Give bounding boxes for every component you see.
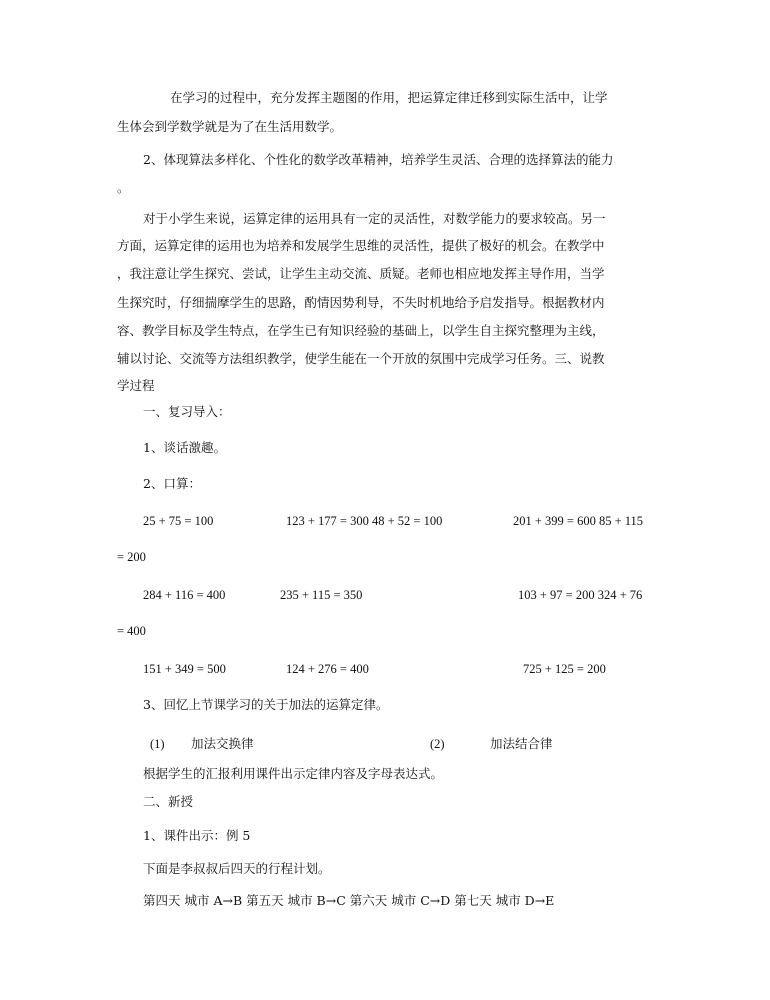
calc-row2-a: 284 + 116 = 400 (143, 588, 226, 602)
section2-heading: 二、新授 (143, 794, 194, 809)
para2-line1: 2、体现算法多样化、个性化的数学改革精神，培养学生灵活、合理的选择算法的能力 (143, 152, 614, 167)
law1-number: (1) (150, 737, 165, 751)
section2-desc: 下面是李叔叔后四天的行程计划。 (143, 861, 331, 876)
para3-line2: 方面，运算定律的运用也为培养和发展学生思维的灵活性，提供了极好的机会。在教学中 (117, 238, 605, 253)
calc-row1-d: = 200 (117, 550, 146, 564)
section1-heading: 一、复习导入： (143, 404, 231, 419)
travel-plan: 第四天 城市 A→B 第五天 城市 B→C 第六天 城市 C→D 第七天 城市 D→E (143, 893, 555, 908)
para3-line1: 对于小学生来说，运算定律的运用具有一定的灵活性，对数学能力的要求较高。另一 (143, 211, 606, 226)
section1-item2: 2、口算： (143, 476, 201, 491)
law2-number: (2) (430, 737, 445, 751)
para3-line6: 辅以讨论、交流等方法组织教学，使学生能在一个开放的氛围中完成学习任务。三、说教 (117, 351, 605, 366)
calc-row2-c: 103 + 97 = 200 324 + 76 (518, 588, 643, 602)
section1-item1: 1、谈话激趣。 (143, 440, 226, 455)
section1-item3: 3、回忆上节课学习的关于加法的运算定律。 (143, 697, 389, 712)
section2-item1: 1、课件出示：例 5 (143, 828, 251, 843)
law-note: 根据学生的汇报利用课件出示定律内容及字母表达式。 (143, 766, 444, 781)
para3-line5: 容、教学目标及学生特点，在学生已有知识经验的基础上，以学生自主探究整理为主线， (117, 323, 605, 338)
calc-row3-c: 725 + 125 = 200 (523, 662, 606, 676)
para1-line1: 在学习的过程中，充分发挥主题图的作用，把运算定律迁移到实际生活中，让学 (170, 90, 608, 105)
calc-row2-b: 235 + 115 = 350 (280, 588, 363, 602)
para1-line2: 生体会到学数学就是为了在生活用数学。 (117, 119, 343, 134)
calc-row3-b: 124 + 276 = 400 (286, 662, 369, 676)
calc-row1-b: 123 + 177 = 300 48 + 52 = 100 (286, 514, 443, 528)
para3-line3: ，我注意让学生探究、尝试，让学生主动交流、质疑。老师也相应地发挥主导作用，当学 (117, 266, 605, 281)
para2-line2: 。 (117, 180, 130, 195)
para3-line4: 生探究时，仔细揣摩学生的思路，酌情因势利导，不失时机地给予启发指导。根据教材内 (117, 295, 605, 310)
calc-row2-d: = 400 (117, 624, 146, 638)
para3-line7: 学过程 (117, 378, 155, 393)
law1-label: 加法交换律 (191, 736, 254, 751)
law2-label: 加法结合律 (490, 736, 553, 751)
calc-row1-a: 25 + 75 = 100 (143, 514, 214, 528)
calc-row1-c: 201 + 399 = 600 85 + 115 (513, 514, 644, 528)
calc-row3-a: 151 + 349 = 500 (143, 662, 226, 676)
